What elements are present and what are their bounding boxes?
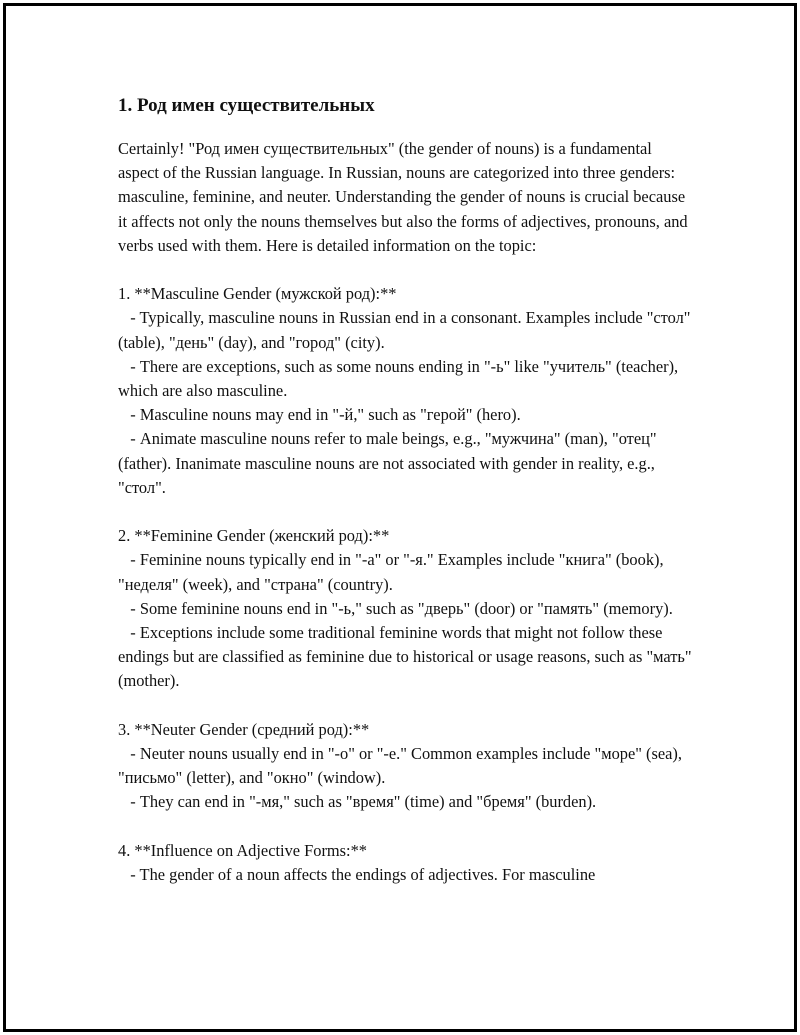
neuter-gender-section: 3. **Neuter Gender (средний род):** - Neuter nouns usually end in "-о" or "-е." Common examples include "море" (sea), "письмо" (letter), and "окно" (window). - They can end in "-мя," such as "время" (time) and "бремя" (burden).: [118, 719, 682, 812]
document-body: [114, 92, 694, 911]
feminine-gender-section: 2. **Feminine Gender (женский род):** - Feminine nouns typically end in "-а" or "-я." Examples include "книга" (book), "неделя" (week), and "страна" (country). - Some feminine nouns end in "-ь," such as "дверь" (door) or "память" (memory). - Exceptions include some traditional feminine words that might not follow these endings but are classified as feminine due to historical or usage reasons, such as "мать" (mother).: [118, 526, 692, 691]
intro-paragraph: Certainly! "Род имен существительных" (the gender of nouns) is a fundamental aspect of the Russian language. In Russian, nouns are categorized into three genders: masculine, feminine, and neuter. Understanding the gender of nouns is crucial because it affects not only the nouns themselves but also the forms of adjectives, pronouns, and verbs used with them. Here is detailed information on the topic:: [118, 139, 692, 255]
masculine-gender-section: 1. **Masculine Gender (мужской род):** - Typically, masculine nouns in Russian end in a consonant. Examples include "стол" (table), "день" (day), and "город" (city). - There are exceptions, such as some nouns ending in "-ь" like "учитель" (teacher), which are also masculine. - Masculine nouns may end in "-й," such as "герой" (hero). - Animate masculine nouns refer to male beings, e.g., "мужчина" (man), "отец" (father). Inanimate masculine nouns are not associated with gender in reality, e.g., "стол".: [118, 284, 691, 497]
document-title: 1. Род имен существительных: [118, 95, 375, 116]
adjective-forms-section: 4. **Influence on Adjective Forms:** - The gender of a noun affects the endings of adjectives. For masculine: [118, 840, 596, 885]
